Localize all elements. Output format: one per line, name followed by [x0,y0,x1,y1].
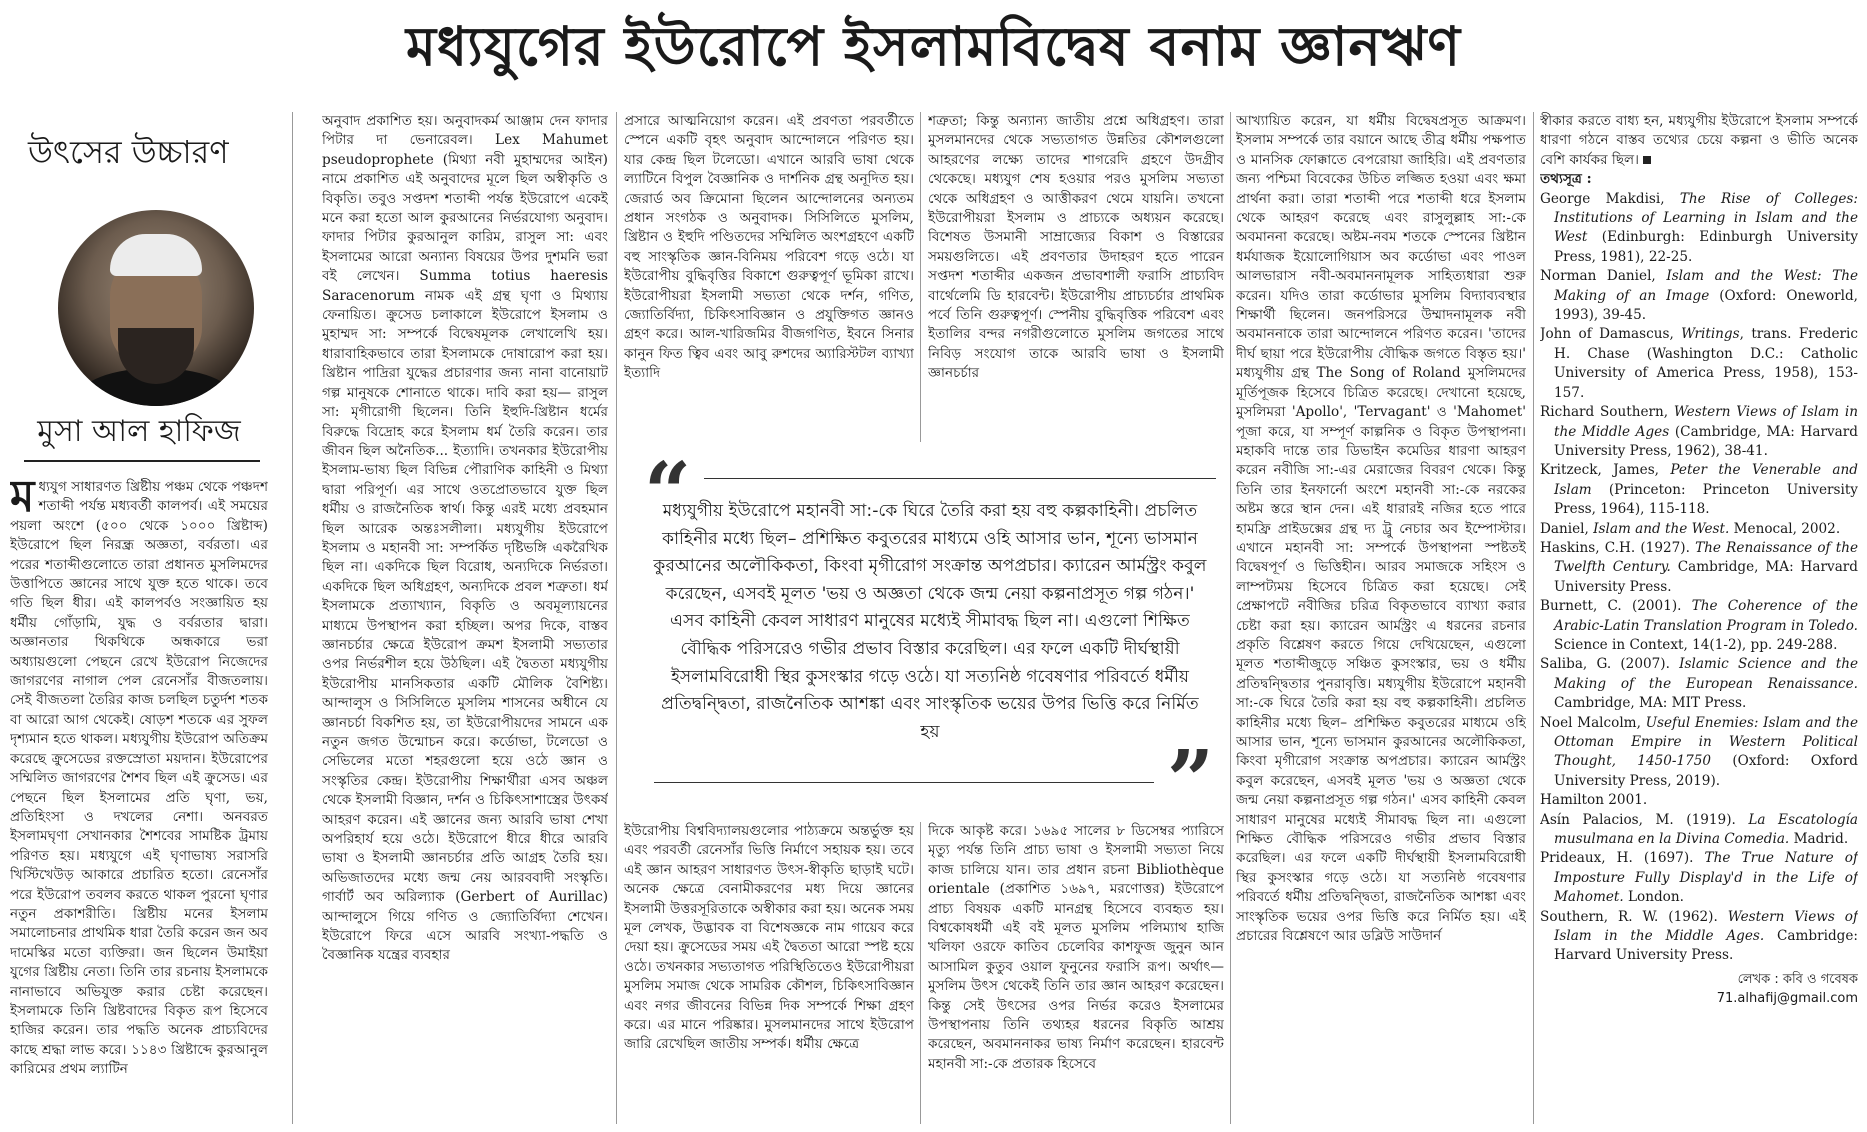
reference-author: Saliba, G. (2007). [1540,656,1680,673]
reference-item [1540,791,1858,810]
reference-author: Norman Daniel, [1540,268,1667,285]
reference-author: Prideaux, H. (1697). [1540,850,1705,867]
reference-item [1540,849,1858,907]
reference-author: Asín Palacios, M. (1919). [1540,811,1749,828]
column-divider [920,112,921,442]
column-divider [292,112,293,1124]
references-list [1540,190,1858,966]
reference-item [1540,190,1858,268]
reference-title: Islam and the West. [1593,520,1730,537]
author-credit: লেখক : কবি ও গবেষক [1737,971,1858,987]
reference-title: Islam and the West: The Making of an Image [1554,268,1858,304]
references-heading: তথ্যসূত্র : [1540,171,1592,188]
author-photo [58,210,254,406]
reference-item [1540,461,1858,519]
column-1 [10,478,268,1126]
reference-publication: , trans. Frederic H. Chase (Washington D.C.: Catholic University of America Press, 1958), 153-157. [1554,326,1858,401]
column-4-body: আখ্যায়িত করেন, যা ধর্মীয় বিদ্বেষপ্রসূত আক্রমণ। ইসলাম সম্পর্কে তার বয়ানে আছে তীব্র ধর্মীয় পক্ষপাত ও মানসিক ফোক্কাতে বেপরোয়া জাহিরি। এই প্রবণতার জন্য পশ্চিমা বিবেকের উচিত লজ্জিত হওয়া এবং ক্ষমা প্রার্থনা করা। তারা শতাব্দী পরে শতাব্দী ধরে ইসলাম থেকে আহরণ করেছে এবং রাসুলুল্লাহ সা:-কে অবমাননা করেছে। অষ্টম-নবম শতকে স্পেনের খ্রিষ্টান ধর্মযাজক ইয়োলোগিয়াস অব কর্ডোভা এবং পাওল আলভারাস নবী-অবমাননামূলক সাহিত্যধারা শুরু করেন। যদিও তারা কর্ডোভার মুসলিম বিদ্যাব্যবস্থার শিক্ষার্থী ছিলেন। জনপরিসরে উম্মাদনামূলক নবী অবমাননাকে তারা আন্দোলনে পরিণত করেন। 'তাদের দীর্ঘ ছায়া পরে ইউরোপীয় বৌদ্ধিক জগতে বিস্তৃত হয়।' মধ্যযুগীয় গ্রন্থ The Song of Roland মুসলিমদের মূর্তিপূজক হিসেবে চিত্রিত করেছে। দেখানো হয়েছে, মুসলিমরা 'Apollo', 'Tervagant' ও 'Mahomet' পূজা করে, যা সম্পূর্ণ কাল্পনিক ও বিকৃত উপস্থাপনা। মহাকবি দান্তে তার ডিভাইন কমেডির ধারণা আহরণ করেন নবীজি সা:-এর মেরাজের বিবরণ থেকে। কিন্তু তিনি তার ইনফার্নো অংশে মহানবী সা:-কে নরকের অষ্টম স্তরে স্থান দেন। এই ধারারই নজির হতে পারে হামফ্রি প্রাইডক্সের গ্রন্থ দ্য ট্রু নেচার অব ইম্পোস্টার। এখানে মহানবী সা: সম্পর্কে উপস্থাপনা স্পষ্টতই বিদ্বেষপূর্ণ ও ভিত্তিহীন। আরব সমাজকে সহিংস ও লাম্পট্যময় হিসেবে চিত্রিত করা হয়েছে। সেই প্রেক্ষাপটে নবীজির চরিত্র বিকৃতভাবে ব্যাখ্যা করার চেষ্টা করা হয়। ক্যারেন আর্মস্ট্রং এ ধরনের রচনার প্রকৃতি বিশ্লেষণ করতে গিয়ে দেখিয়েছেন, এগুলো মূলত শতাব্দীজুড়ে সঞ্চিত কুসংস্কার, ভয় ও ধর্মীয় প্রতিদ্বন্দ্বিতার পুনরাবৃত্তি। মধ্যযুগীয় ইউরোপে মহানবী সা:-কে ঘিরে তৈরি করা হয় বহু কল্পকাহিনী। প্রচলিত কাহিনীর মধ্যে ছিল– প্রশিক্ষিত কবুতরের মাধ্যমে ওহি আসার ভান, শূন্যে ভাসমান কুরআনের অলৌকিকতা, কিংবা মৃগীরোগ সংক্রান্ত অপপ্রচার। ক্যারেন আর্মস্ট্রং কবুল করেছেন, এসবই মূলত 'ভয় ও অজ্ঞতা থেকে জন্ম নেয়া কল্পনাপ্রসূত গল্প গঠন।' এসব কাহিনী কেবল সাধারণ মানুষের মধ্যেই সীমাবদ্ধ ছিল না। এগুলো শিক্ষিত বৌদ্ধিক পরিসরেও গভীর প্রভাব বিস্তার করেছিল। এর ফলে একটি দীর্ঘস্থায়ী ইসলামবিরোধী স্থির কুসংস্কার গড়ে ওঠে। যা সত্যনিষ্ঠ গবেষণার পরিবর্তে ধর্মীয় প্রতিদ্বন্দ্বিতা, রাজনৈতিক আশঙ্কা এবং সাংস্কৃতিক ভয়ের ওপর ভিত্তি করে নির্মিত হয়। এই প্রচারের বিশ্লেষণে আর ডব্লিউ সাউদার্ন [1236,113,1526,945]
reference-title: Writings [1681,326,1740,343]
reference-publication: Madrid. [1789,831,1849,848]
closing-text: স্বীকার করতে বাধ্য হন, মধ্যযুগীয় ইউরোপে ইসলাম সম্পর্কে ধারণা গঠনে বাস্তব তথ্যের চেয়ে কল্পনা ও ভীতি অনেক বেশি কার্যকর ছিল। [1540,113,1858,168]
reference-title: Useful Enemies: Islam and the Ottoman Empire in Western Political Thought, 1450-1750 [1554,714,1858,770]
column-divider [1230,112,1231,1124]
column-1-body: ধ্যযুগ সাধারণত খ্রিষ্টীয় পঞ্চম থেকে পঞ্চদশ শতাব্দী পর্যন্ত মধ্যবর্তী কালপর্ব। এই সময়ের পয়লা অংশে (৫০০ থেকে ১০০০ খ্রিষ্টাব্দ) ইউরোপে ছিল নিরন্ধ্র অজ্ঞতা, বর্বরতা। এর পরের শতাব্দীগুলোতে তারা প্রধানত মুসলিমদের উত্তাপিতে জ্ঞানের সাথে যুক্ত হতে থাকে। তবে গতি ছিল ধীর। এই কালপর্বও সংজ্ঞায়িত হয় ধর্মীয় গোঁড়ামি, যুদ্ধ ও বর্বরতার দ্বারা। অজ্ঞানতার থিকথিকে অন্ধকারে ভরা অধ্যায়গুলো পেছনে রেখে ইউরোপ নিজেদের জাগরণের নাগাল পেল রেনেসাঁর বীজতলায়। সেই বীজতলা তৈরির কাজ চলছিল চতুর্দশ শতক বা আরো আগ থেকেই। ষোড়শ শতকে এর সুফল দৃশ্যমান হতে থাকল। মধ্যযুগীয় ইউরোপ অতিক্রম করেছে ক্রুসেডের রক্তস্রোতা ময়দান। ইউরোপের সম্মিলিত জাগরণের শৈশব ছিল এই ক্রুসেড। এর পেছনে ছিল ইসলামের প্রতি ঘৃণা, ভয়, প্রতিহিংসা ও দখলের নেশা। অনবরত ইসলামঘৃণা সেখানকার শৈশবের সামষ্টিক ট্রমায় পরিণত হয়। মধ্যযুগে এই ঘৃণাভাষ্য সরাসরি খিস্টিখেউড় আকারে প্রচারিত হতো। রেনেসাঁর পরে ইউরোপ তবলব করতে থাকল পুরনো ঘৃণার নতুন প্রকাশরীতি। খ্রিষ্টীয় মনের ইসলাম সমালোচনার প্রাথমিক ধারা তৈরি করেন জন অব দামেস্কির মতো ব্যক্তিরা। জন ছিলেন উমাইয়া যুগের খ্রিষ্টীয় নেতা। তিনি তার রচনায় ইসলামকে নানাভাবে অভিযুক্ত করার চেষ্টা করেছেন। ইসলামকে তিনি খ্রিষ্টবাদের বিকৃত রূপ হিসেবে হাজির করেন। তার পদ্ধতি অনেক প্রাচ্যবিদের কাছে শ্রদ্ধা লাভ করে। ১১৪৩ খ্রিষ্টাব্দে কুরআনুল কারিমের প্রথম ল্যাটিন [10,479,268,1078]
reference-author: Southern, R. W. (1962). [1540,908,1728,925]
column-divider [920,822,921,1124]
reference-publication: Cambridge, MA: MIT Press. [1554,695,1747,712]
reference-publication: Cambridge, MA: Harvard University Press. [1554,559,1858,595]
reference-item [1540,539,1858,597]
section-label: উৎসের উচ্চারণ [28,133,229,171]
pull-quote [644,445,1224,829]
reference-publication: (Princeton: Princeton University Press, 1964), 115-118. [1554,481,1858,518]
reference-item [1540,714,1858,792]
column-2-body: অনুবাদ প্রকাশিত হয়। অনুবাদকর্ম আঞ্জাম দেন ফাদার পিটার দা ভেনারেবল। Lex Mahumet pseudoprophete (মিথ্যা নবী মুহাম্মদের আইন) নামে প্রকাশিত এই অনুবাদের মূলে ছিল অস্বীকৃতি ও বিকৃতি। তবুও সপ্তদশ শতাব্দী পর্যন্ত ইউরোপে একেই মনে করা হতো আল কুরআনের নির্ভরযোগ্য অনুবাদ। ফাদার পিটার কুরআনুল কারিম, রাসুল সা: এবং ইসলামের আরো অন্যান্য বিষয়ের উপর দুশমনি ভরা বই লেখেন। Summa totius haeresis Saracenorum নামক এই গ্রন্থ ঘৃণা ও মিথ্যায় ফেনায়িত। ক্রুসেড চলাকালে ইউরোপে ইসলাম ও মুহাম্মদ সা: সম্পর্কে বিদ্বেষমূলক লেখালেখি হয়। ধারাবাহিকভাবে তারা ইসলামকে দোষারোপ করা হয়। খ্রিষ্টান পাদ্রিরা যুদ্ধের প্রচারণার জন্য নানা বানোয়াট গল্প মানুষকে শোনাতে থাকে। দাবি করা হয়— রাসুল সা: মৃগীরোগী ছিলেন। তিনি ইহুদি-খ্রিষ্টান ধর্মের বিরুদ্ধে বিদ্রোহ করে ইসলাম ধর্ম তৈরি করেন। তার জীবন ছিল অনৈতিক... ইত্যাদি। তখনকার ইউরোপীয় ইসলাম-ভাষ্য ছিল বিভিন্ন পৌরাণিক কাহিনী ও মিথ্যা দ্বারা পরিপূর্ণ। এর সাথে ওতপ্রোতভাবে যুক্ত ছিল ধর্মীয় ও রাজনৈতিক স্বার্থ। কিন্তু এরই মধ্যে প্রবহমান ছিল আরেক অন্তঃসলীলা। মধ্যযুগীয় ইউরোপে ইসলাম ও মহানবী সা: সম্পর্কিত দৃষ্টিভঙ্গি একরৈখিক ছিল না। একদিকে ছিল বিরোধ, অন্যদিকে নির্ভরতা। একদিকে ছিল অধিগ্রহণ, অন্যদিকে প্রবল শত্রুতা। ধর্ম ইসলামকে প্রত্যাখ্যান, বিকৃতি ও অবমূল্যায়নের মাধ্যমে উপস্থাপন করা হচ্ছিল। অপর দিকে, বাস্তব জ্ঞানচর্চার ক্ষেত্রে ইউরোপ ক্রমশ ইসলামী সভ্যতার ওপর নির্ভরশীল হয়ে উঠছিল। এই দ্বৈততা মধ্যযুগীয় ইউরোপীয় মানসিকতার একটি মৌলিক বৈশিষ্ট্য। আন্দালুস ও সিসিলিতে মুসলিম শাসনের অধীনে যে জ্ঞানচর্চা বিকশিত হয়, তা ইউরোপীয়দের সামনে এক নতুন জগত উন্মোচন করে। কর্ডোভা, টলেডো ও সেভিলের মতো শহরগুলো হয়ে ওঠে জ্ঞান ও সংস্কৃতির কেন্দ্র। ইউরোপীয় শিক্ষার্থীরা এসব অঞ্চল থেকে ইসলামী বিজ্ঞান, দর্শন ও চিকিৎসাশাস্ত্রের উৎকর্ষ আহরণ করেন। এই জ্ঞানের জন্য আরবি ভাষা শেখা অপরিহার্য হয়ে ওঠে। ইউরোপে ধীরে ধীরে আরবি ভাষা ও ইসলামী জ্ঞানচর্চার প্রতি আগ্রহ তৈরি হয়। অভিজাতদের মধ্যে জন্ম নেয় আরববাদী সংস্কৃতি। গার্বার্ট অব অরিল্যাক (Gerbert of Aurillac) আন্দালুসে গিয়ে গণিত ও জ্যোতির্বিদ্যা শেখেন। ইউরোপে ফিরে এসে আরবি সংখ্যা-পদ্ধতি ও বৈজ্ঞানিক যন্ত্রের ব্যবহার [322,113,608,964]
reference-title: Western Views of Islam in the Middle Ages. [1554,908,1858,945]
close-quote-icon: ” [1166,733,1214,829]
reference-title: The True Nature of Imposture Fully Display'd in the Life of Mahomet. [1554,850,1858,906]
column-5-intro [1540,112,1858,170]
column-3-top-left: প্রসারে আত্মনিয়োগ করেন। এই প্রবণতা পরবর্তীতে স্পেনে একটি বৃহৎ অনুবাদ আন্দোলনে পরিণত হয়। যার কেন্দ্র ছিল টলেডো। এখানে আরবি ভাষা থেকে ল্যাটিনে বিপুল বৈজ্ঞানিক ও দার্শনিক গ্রন্থ অনূদিত হয়। জেরার্ড অব ক্রিমোনা ছিলেন আন্দোলনের অন্যতম প্রধান সংগঠক ও অনুবাদক। সিসিলিতে মুসলিম, খ্রিষ্টান ও ইহুদি পণ্ডিতদের সম্মিলিত অংশগ্রহণে একটি বহু সাংস্কৃতিক জ্ঞান-বিনিময় পরিবেশ গড়ে ওঠে। যা ইউরোপীয় বুদ্ধিবৃত্তির বিকাশে গুরুত্বপূর্ণ ভূমিকা রাখে। ইউরোপীয়রা ইসলামী সভ্যতা থেকে দর্শন, গণিত, জ্যোতির্বিদ্যা, চিকিৎসাবিজ্ঞান ও প্রযুক্তিগত জ্ঞানও গ্রহণ করে। আল-খারিজমির বীজগণিত, ইবনে সিনার কানুন ফিত ত্বিব এবং আবু রুশদের অ্যারিস্টটল ব্যাখ্যা ইত্যাদি [624,113,914,382]
reference-item [1540,325,1858,403]
reference-author: Noel Malcolm, [1540,714,1646,731]
quote-rule-top [704,478,1216,479]
byline-divider [24,460,260,462]
reference-item [1540,597,1858,655]
column-divider [1533,112,1534,1124]
reference-publication: Cambridge: Harvard University Press. [1554,928,1858,964]
open-quote-icon: “ [644,445,692,541]
reference-title: Western Views of Islam in the Middle Ages [1554,404,1858,440]
reference-publication: (Cambridge, MA: Harvard University Press, 1962), 38-41. [1554,423,1858,459]
author-name: মুসা আল হাফিজ [37,414,241,449]
reference-author: Daniel, [1540,520,1594,537]
column-2 [322,112,608,1124]
reference-item [1540,520,1858,539]
column-3-bottom-left: ইউরোপীয় বিশ্ববিদ্যালয়গুলোর পাঠ্যক্রমে অন্তর্ভুক্ত হয় এবং পরবর্তী রেনেসাঁর ভিত্তি নির্মাণে সহায়ক হয়। তবে এই জ্ঞান আহরণ সাধারণত উৎস-স্বীকৃতি ছাড়াই ঘটে। অনেক ক্ষেত্রে বেনামীকরণের মধ্য দিয়ে জ্ঞানের ইসলামী উত্তরসূরিতাকে অস্বীকার করা হয়। অনেক সময় মূল লেখক, উদ্ভাবক বা বিশেষজ্ঞকে নাম গায়েব করে দেয়া হয়। ক্রুসেডের সময় এই দ্বৈততা আরো স্পষ্ট হয়ে ওঠে। তখনকার সভ্যতাগত পরিস্থিতিতেও ইউরোপীয়রা মুসলিম সমাজ থেকে সামরিক কৌশল, চিকিৎসাবিজ্ঞান এবং নগর জীবনের বিভিন্ন দিক সম্পর্কে শিক্ষা গ্রহণ করে। এর মানে পরিষ্কার। মুসলমানদের সাথে ইউরোপ জারি রেখেছিল জাতীয় সম্পর্ক। ধর্মীয় ক্ষেত্রে [624,823,914,1053]
reference-title: The Renaissance of the Twelfth Century. [1554,539,1858,576]
reference-item [1540,811,1858,850]
column-3-top-right: শত্রুতা; কিন্তু অন্যান্য জাতীয় প্রশ্নে অধিগ্রহণ। তারা মুসলমানদের থেকে সভ্যতাগত উন্নতির কৌশলগুলো আহরণের লক্ষ্যে তাদের শাগরেদি গ্রহণে উদগ্রীব থেকেছে। মধ্যযুগ শেষ হওয়ার পরও মুসলিম সভ্যতা থেকে অধিগ্রহণ ও আত্তীকরণ থেমে যায়নি। তখনো ইউরোপীয়রা ইসলাম ও প্রাচ্যকে অধ্যয়ন করেছে। বিশেষত উসমানী সাম্রাজ্যের বিকাশ ও বিস্তারের সময়গুলিতে। এই প্রবণতার উদাহরণ হতে পারেন সপ্তদশ শতাব্দীর একজন প্রভাবশালী ফরাসি প্রাচ্যবিদ বার্থেলেমি ডি হারবেন্ট। ইউরোপীয় প্রাচ্যচর্চার প্রাথমিক পর্বে তিনি গুরুত্বপূর্ণ। স্পেনীয় বুদ্ধিবৃত্তিক পরিবেশ এবং ইতালির বন্দর নগরীগুলোতে মুসলিম জগতের সাথে নিবিড় সংযোগ তাকে আরবি ভাষা ও ইসলামী জ্ঞানচর্চার [928,113,1224,382]
pull-quote-text: মধ্যযুগীয় ইউরোপে মহানবী সা:-কে ঘিরে তৈরি করা হয় বহু কল্পকাহিনী। প্রচলিত কাহিনীর মধ্যে ছিল– প্রশিক্ষিত কবুতরের মাধ্যমে ওহি আসার ভান, শূন্যে ভাসমান কুরআনের অলৌকিকতা, কিংবা মৃগীরোগ সংক্রান্ত অপপ্রচার। ক্যারেন আর্মস্ট্রং কবুল করেছেন, এসবই মূলত 'ভয় ও অজ্ঞতা থেকে জন্ম নেয়া কল্পনাপ্রসূত গল্প গঠন।' এসব কাহিনী কেবল সাধারণ মানুষের মধ্যেই সীমাবদ্ধ ছিল না। এগুলো শিক্ষিত বৌদ্ধিক পরিসরেও গভীর প্রভাব বিস্তার করেছিল। এর ফলে একটি দীর্ঘস্থায়ী ইসলামবিরোধী স্থির কুসংস্কার গড়ে ওঠে। যা সত্যনিষ্ঠ গবেষণার পরিবর্তে ধর্মীয় প্রতিদ্বন্দ্বিতা, রাজনৈতিক আশঙ্কা এবং সাংস্কৃতিক ভয়ের উপর ভিত্তি করে নির্মিত হয় [653,501,1207,742]
column-5 [1540,112,1858,1124]
reference-publication: (Oxford: Oxford University Press, 2019). [1554,753,1858,789]
end-mark-icon [1643,156,1651,164]
reference-title: The Coherence of the Arabic-Latin Translation Program in Toledo. [1554,598,1858,634]
photo-cap [110,234,202,276]
reference-author: George Makdisi, [1540,190,1680,207]
reference-author: Richard Southern, [1540,404,1674,421]
headline: মধ্যযুগের ইউরোপে ইসলামবিদ্বেষ বনাম জ্ঞানঋণ [405,15,1462,78]
reference-item [1540,267,1858,325]
reference-publication: (Edinburgh: Edinburgh University Press, 1981), 22-25. [1554,229,1858,265]
drop-cap: ম [10,478,35,522]
reference-publication: (Oxford: Oneworld, 1993), 39-45. [1554,287,1858,324]
reference-title: Peter the Venerable and Islam [1554,462,1858,498]
reference-author: Haskins, C.H. (1927). [1540,539,1696,556]
reference-author: Burnett, C. (2001). [1540,598,1692,615]
reference-title: The Rise of Colleges: Institutions of Learning in Islam and the West [1554,190,1858,246]
reference-author: Kritzeck, James, [1540,462,1671,479]
reference-author: John of Damascus, [1540,326,1682,343]
reference-publication: Menocal, 2002. [1729,520,1841,537]
reference-item [1540,403,1858,461]
column-divider [616,112,617,1124]
reference-author: Hamilton 2001. [1540,792,1648,809]
column-4 [1236,112,1526,1124]
quote-rule-bottom [654,782,1154,783]
column-3-bottom-right: দিকে আকৃষ্ট করে। ১৬৯৫ সালের ৮ ডিসেম্বর প্যারিসে মৃত্যু পর্যন্ত তিনি প্রাচ্য ভাষা ও ইসলামী সভ্যতা নিয়ে কাজ চালিয়ে যান। তার প্রধান রচনা Bibliothèque orientale (প্রকাশিত ১৬৯৭, মরণোত্তর) ইউরোপে প্রাচ্য বিষয়ক একটি মানগ্রন্থ হিসেবে ব্যবহৃত হয়। বিশ্বকোষধর্মী এই বই মূলত মুসলিম পলিম্যাথ হাজি খলিফা ওরফে কাতিব চেলেবির কাশফুজ জুনুন আন আসামিল কুতুব ওয়াল ফুনুনের ফরাসি রূপ। অর্থাৎ— মুসলিম উৎস থেকেই তিনি তার জ্ঞান আহরণ করেছেন। কিন্তু সেই উৎসের ওপর নির্ভর করেও ইসলামের উপস্থাপনায় তিনি তথ্যহর ধরনের বিকৃতি আশ্রয় করেছেন, অবমাননাকর ভাষ্য নির্মাণ করেছেন। হারবেন্ট মহানবী সা:-কে প্রতারক হিসেবে [928,823,1224,1072]
reference-item [1540,655,1858,713]
reference-publication: Science in Context, 14(1-2), pp. 249-288. [1554,636,1838,653]
author-email: 71.alhafij@gmail.com [1716,991,1858,1007]
reference-title: Islamic Science and the Making of the European Renaissance. [1554,656,1858,692]
reference-publication: London. [1623,889,1684,906]
reference-title: La Escatología musulmana en la Divina Comedia. [1554,811,1858,848]
reference-item [1540,908,1858,966]
